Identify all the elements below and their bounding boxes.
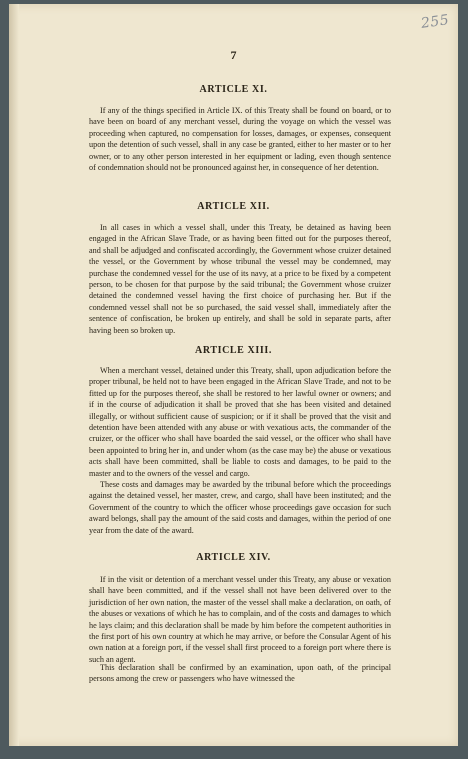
article-xi-paragraph-1: If any of the things specified in Article IX. of this Treaty shall be found on board, or to have been on board of any merchant vessel, during the voyage on which the vessel was proceeding when captured, no compensation for losses, damages, or expenses, consequent upon the detention of such vessel, shall in any case be granted, either to her master or to her owner, or to any other person interested in her equipment or lading, even though sentence of condemnation should not be pronounced against her, in consequence of her detention. xyxy=(89,106,391,173)
article-xi-heading: ARTICLE XI. xyxy=(199,84,268,95)
handwritten-page-note: 255 xyxy=(420,12,451,32)
article-xiv-paragraph-1: If in the visit or detention of a merchant vessel under this Treaty, any abuse or vexation shall have been committed, and if the vessel shall not have been delivered over to the jurisdiction of her own nation, the master of the vessel shall make a declaration, on oath, of the abuses or vexations of which he has to complain, and of the costs and damages to which he lays claim; and this declaration shall be made by him before the competent authorities in the first port of his own country at which he may arrive, or before the Consular Agent of his own nation at a foreign port, if the vessel shall first proceed to a foreign port where there is such an agent. xyxy=(89,575,391,664)
article-xii-paragraph-1: In all cases in which a vessel shall, under this Treaty, be detained as having been engaged in the African Slave Trade, or as having been fitted out for the purposes thereof, and shall be adjudged and confiscated accordingly, the Government whose cruizer detained the vessel, or the Government by whose tribunal the vessel may be condemned, may purchase the condemned vessel for the use of its navy, at a price to be fixed by a competent person, to be chosen for that purpose by the said tribunal; the Government whose cruizer detained the condemned vessel having the first choice of purchasing her. But if the condemned vessel shall not be so purchased, the said vessel shall, immediately after the sentence of confiscation, be broken up entirely, and shall be sold in separate parts, after having been so broken up. xyxy=(89,223,391,335)
document-page xyxy=(9,4,458,746)
article-xiii-paragraph-2: These costs and damages may be awarded by the tribunal before which the proceedings against the detained vessel, her master, crew, and cargo, shall have been instituted; and the Government of the country to which the officer whose proceedings gave occasion for such award belongs, shall pay the amount of the said costs and damages, within the period of one year from the date of the award. xyxy=(89,480,391,535)
page-binding-edge xyxy=(9,4,19,746)
page-number: 7 xyxy=(230,48,237,62)
article-xiii-heading: ARTICLE XIII. xyxy=(195,345,272,356)
article-xii-heading: ARTICLE XII. xyxy=(197,201,270,212)
article-xiv-paragraph-2: This declaration shall be confirmed by an examination, upon oath, of the principal persons among the crew or passengers who have witnessed the xyxy=(89,663,391,684)
article-xiii-paragraph-1: When a merchant vessel, detained under this Treaty, shall, upon adjudication before the proper tribunal, be held not to have been engaged in the African Slave Trade, and not to be fitted up for the purposes thereof, she shall be restored to her lawful owner or owners; and if in the course of adjudication it shall be proved that she has been visited and detained illegally, or without sufficient cause of suspicion; or if it shall be proved that the visit and detention have been attended with any abuse or with vexatious acts, the commander of the cruizer, or the officer who shall have boarded the said vessel, or the officer who shall have been appointed to bring her in, and under whom (as the case may be) the abuse or vexatious acts shall have been committed, shall be liable to costs and damages, to be paid to the master and to the owners of the vessel and cargo. xyxy=(89,366,391,478)
article-xiv-heading: ARTICLE XIV. xyxy=(196,552,271,563)
